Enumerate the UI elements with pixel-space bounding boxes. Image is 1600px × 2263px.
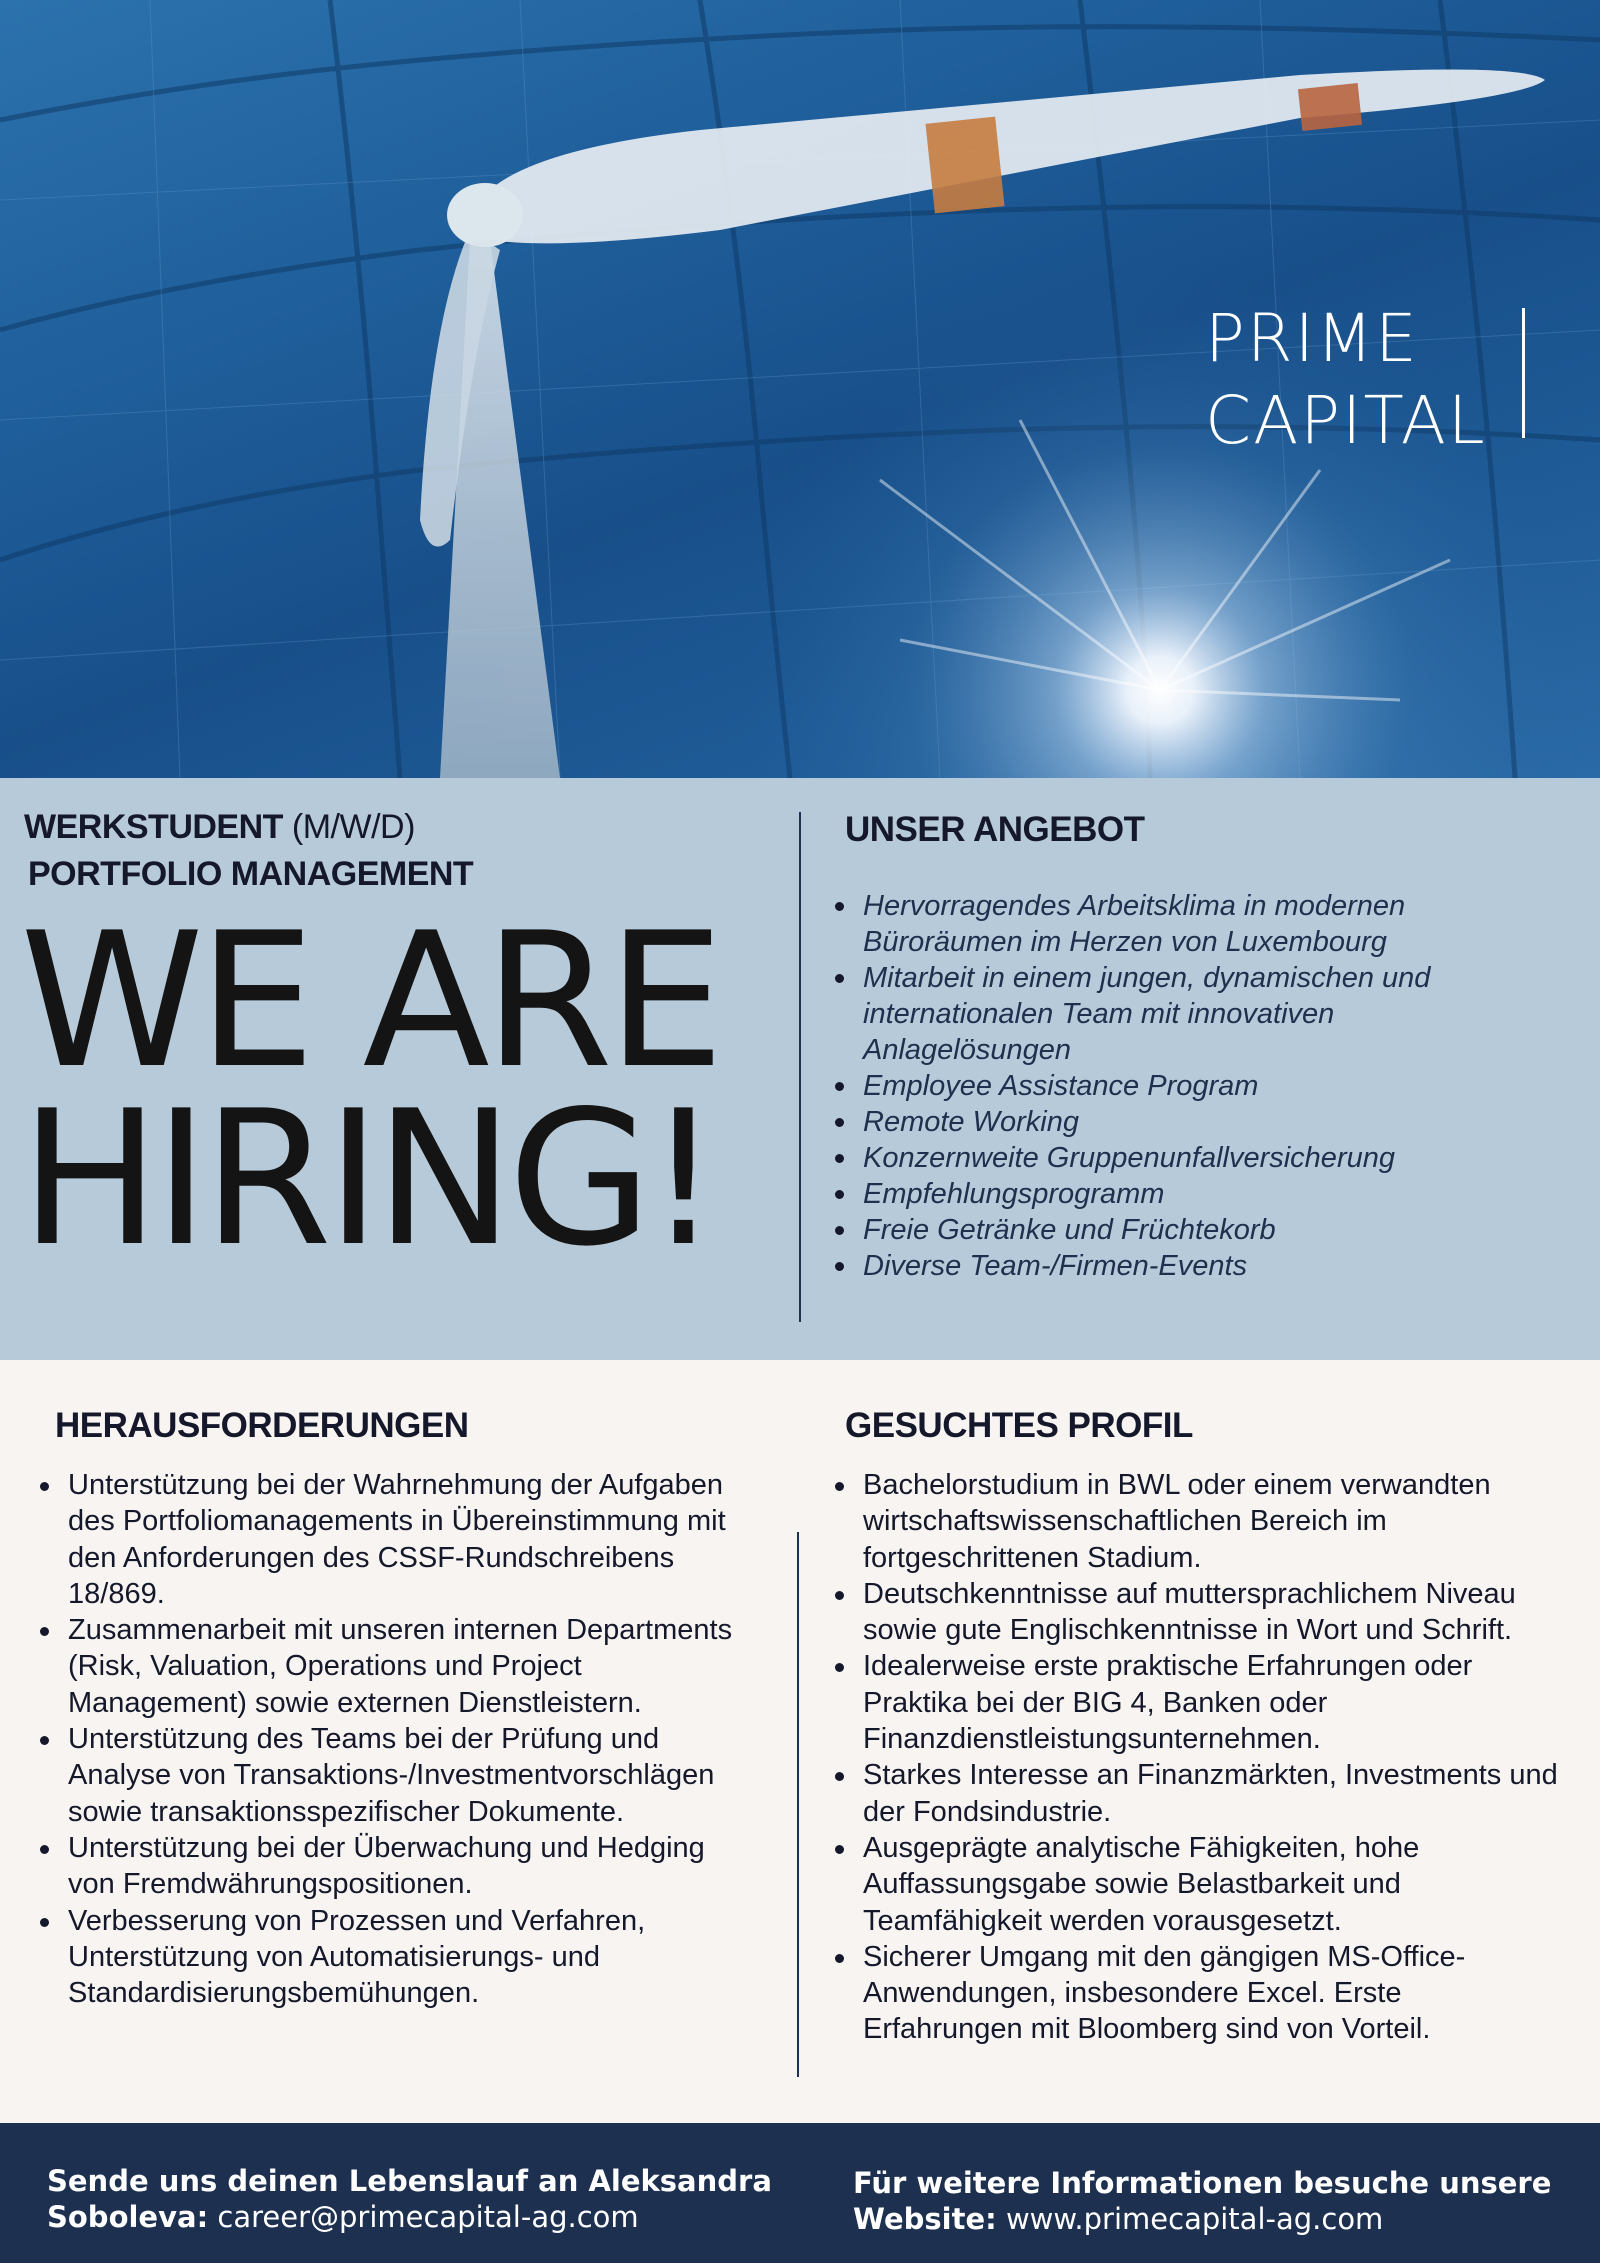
profile-item: Starkes Interesse an Finanzmärkten, Investments und der Fondsindustrie. [829, 1757, 1569, 1830]
offer-item: Diverse Team-/Firmen-Events [829, 1248, 1529, 1284]
profile-item: Ausgeprägte analytische Fähigkeiten, hohe Auffassungsgabe sowie Belastbarkeit und Teamfähigkeit werden vorausgesetzt. [829, 1830, 1569, 1939]
apply-name-2: Soboleva: [47, 2200, 209, 2234]
profile-list [829, 1467, 1569, 2048]
profile-item: Deutschkenntnisse auf muttersprachlichem Niveau sowie gute Englischkenntnisse in Wort und Schrift. [829, 1576, 1569, 1649]
logo-divider [1522, 308, 1525, 438]
offer-heading: UNSER ANGEBOT [845, 810, 1145, 849]
hiring-headline [20, 892, 719, 1287]
headline-line-2: HIRING! [20, 1070, 715, 1287]
position-department: PORTFOLIO MANAGEMENT [28, 855, 474, 893]
profile-heading: GESUCHTES PROFIL [845, 1406, 1193, 1445]
apply-line-1: Sende uns deinen Lebenslauf an Aleksandra [47, 2164, 772, 2198]
position-title-suffix: (M/W/D) [291, 808, 415, 846]
offer-item: Konzernweite Gruppenunfallversicherung [829, 1140, 1529, 1176]
band-divider [799, 812, 801, 1322]
headline-line-1: WE ARE [20, 892, 719, 1109]
website-link[interactable]: www.primecapital-ag.com [1005, 2202, 1384, 2236]
offer-item: Employee Assistance Program [829, 1068, 1529, 1104]
offer-item: Hervorragendes Arbeitsklima in modernen Büroräumen im Herzen von Luxembourg [829, 888, 1529, 960]
contact-footer [0, 2123, 1600, 2263]
offer-list [829, 888, 1529, 1284]
challenge-item: Unterstützung bei der Wahrnehmung der Aufgaben des Portfoliomanagements in Übereinstimmung mit den Anforderungen des CSSF-Rundschreibens 18/869. [34, 1467, 754, 1612]
profile-item: Bachelorstudium in BWL oder einem verwandten wirtschaftswissenschaftlichen Bereich im fortgeschrittenen Stadium. [829, 1467, 1569, 1576]
offer-item: Mitarbeit in einem jungen, dynamischen und internationalen Team mit innovativen Anlagelösungen [829, 960, 1529, 1068]
company-logo [1205, 298, 1487, 462]
info-line-1: Für weitere Informationen besuche unsere [853, 2166, 1552, 2200]
profile-item: Idealerweise erste praktische Erfahrungen oder Praktika bei der BIG 4, Banken oder Finanzdienstleistungsunternehmen. [829, 1648, 1569, 1757]
website-info [853, 2165, 1573, 2237]
challenges-list [34, 1467, 754, 2011]
logo-line-2: CAPITAL [1205, 382, 1487, 459]
apply-contact [47, 2163, 787, 2235]
position-title-bold: WERKSTUDENT [24, 808, 283, 846]
offer-item: Freie Getränke und Früchtekorb [829, 1212, 1529, 1248]
challenge-item: Unterstützung des Teams bei der Prüfung und Analyse von Transaktions-/Investmentvorschlägen sowie transaktionsspezifischer Dokumente. [34, 1721, 754, 1830]
challenge-item: Unterstützung bei der Überwachung und Hedging von Fremdwährungspositionen. [34, 1830, 754, 1903]
challenge-item: Zusammenarbeit mit unseren internen Departments (Risk, Valuation, Operations und Project Management) sowie externen Dienstleistern. [34, 1612, 754, 1721]
offer-item: Empfehlungsprogramm [829, 1176, 1529, 1212]
logo-line-1: PRIME [1205, 300, 1419, 377]
section-divider [797, 1532, 799, 2077]
contact-email-link[interactable]: career@primecapital-ag.com [217, 2200, 639, 2234]
info-label: Website: [853, 2202, 997, 2236]
challenge-item: Verbesserung von Prozessen und Verfahren, Unterstützung von Automatisierungs- und Standardisierungsbemühungen. [34, 1903, 754, 2012]
challenges-heading: HERAUSFORDERUNGEN [55, 1406, 469, 1445]
hero-image [0, 0, 1600, 778]
position-title [24, 805, 415, 849]
offer-item: Remote Working [829, 1104, 1529, 1140]
profile-item: Sicherer Umgang mit den gängigen MS-Office-Anwendungen, insbesondere Excel. Erste Erfahrungen mit Bloomberg sind von Vorteil. [829, 1939, 1569, 2048]
